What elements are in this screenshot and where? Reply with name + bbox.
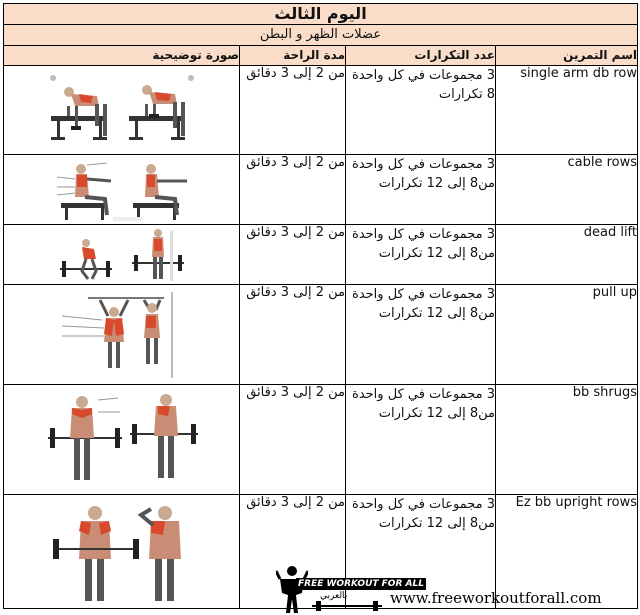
- barbell-shrug-illustration: [42, 388, 202, 492]
- column-header-rest: مدة الراحة: [240, 46, 346, 66]
- rest-time: من 2 إلى 3 دقائق: [240, 155, 346, 225]
- footer-brand-arabic: بالعربي: [320, 591, 348, 601]
- reps-text: من8 إلى 12 تكرارات: [378, 306, 496, 321]
- table-row: [4, 66, 638, 155]
- exercise-name: bb shrugs: [496, 385, 638, 495]
- rest-time: من 2 إلى 3 دقائق: [240, 285, 346, 385]
- reps-text: من8 إلى 12 تكرارات: [378, 246, 496, 261]
- table-row: [4, 225, 638, 285]
- sets-text: 3 مجموعات في كل واحدة: [352, 497, 496, 512]
- column-header-exercise: اسم التمرين: [496, 46, 638, 66]
- sets-reps: [346, 385, 496, 495]
- table-row: [4, 155, 638, 225]
- rest-time: من 2 إلى 3 دقائق: [240, 66, 346, 155]
- sets-reps: [346, 155, 496, 225]
- sets-text: 3 مجموعات في كل واحدة: [352, 157, 496, 172]
- day-title: اليوم الثالث: [4, 4, 638, 25]
- exercise-image: [4, 285, 240, 385]
- reps-text: من8 إلى 12 تكرارات: [378, 516, 496, 531]
- exercise-name: pull up: [496, 285, 638, 385]
- exercise-image: [4, 66, 240, 155]
- column-header-reps: عدد التكرارات: [346, 46, 496, 66]
- table-row: [4, 385, 638, 495]
- sets-reps: [346, 66, 496, 155]
- reps-text: من8 إلى 12 تكرارات: [378, 406, 496, 421]
- footer-url[interactable]: www.freeworkoutforall.com: [390, 589, 602, 607]
- day-subtitle: عضلات الظهر و البطن: [4, 25, 638, 46]
- deadlift-illustration: [52, 227, 192, 283]
- pull-up-illustration: [52, 288, 192, 382]
- sets-text: 3 مجموعات في كل واحدة: [352, 227, 496, 242]
- ez-bar-upright-row-illustration: [47, 499, 197, 605]
- exercise-name: Ez bb upright rows: [496, 495, 638, 609]
- barbell-logo-icon: [312, 601, 382, 611]
- table-row: [4, 285, 638, 385]
- sets-reps: [346, 225, 496, 285]
- footer-brand: FREE WORKOUT FOR ALL: [298, 579, 424, 589]
- exercise-image: [4, 155, 240, 225]
- exercise-name: single arm db row: [496, 66, 638, 155]
- reps-text: من8 إلى 12 تكرارات: [378, 176, 496, 191]
- sets-text: 3 مجموعات في كل واحدة: [352, 287, 496, 302]
- workout-table: [3, 3, 638, 609]
- reps-text: 8 تكرارات: [438, 87, 496, 102]
- exercise-image: [4, 385, 240, 495]
- exercise-name: cable rows: [496, 155, 638, 225]
- exercise-name: dead lift: [496, 225, 638, 285]
- bodybuilder-logo-icon: [276, 565, 308, 615]
- single-arm-dumbbell-row-illustration: [47, 70, 197, 150]
- exercise-image: [4, 495, 240, 609]
- cable-row-illustration: [47, 157, 197, 223]
- exercise-image: [4, 225, 240, 285]
- rest-time: من 2 إلى 3 دقائق: [240, 225, 346, 285]
- sets-text: 3 مجموعات في كل واحدة: [352, 387, 496, 402]
- rest-time: من 2 إلى 3 دقائق: [240, 385, 346, 495]
- sets-reps: [346, 285, 496, 385]
- column-header-image: صورة توضيحية: [4, 46, 240, 66]
- footer: [274, 565, 640, 615]
- rest-time: من 2 إلى 3 دقائق: [240, 495, 346, 609]
- sets-text: 3 مجموعات في كل واحدة: [352, 68, 496, 83]
